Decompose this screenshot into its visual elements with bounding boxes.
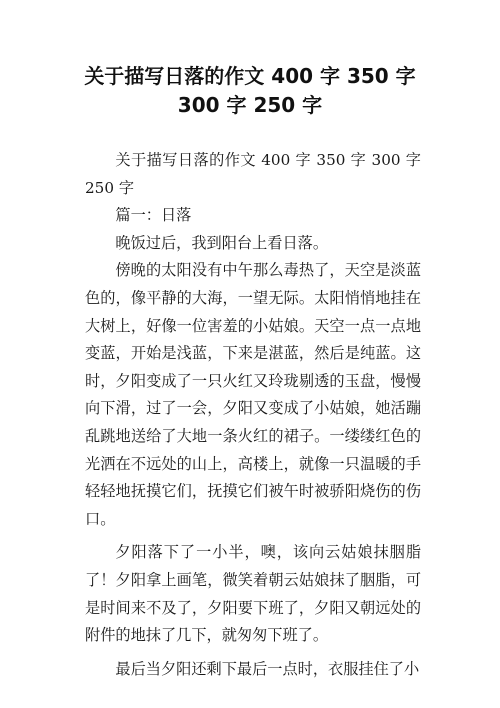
paragraph-section-heading: 篇一：日落 bbox=[115, 206, 192, 225]
document-title bbox=[40, 62, 460, 120]
title-line-1: 关于描写日落的作文 400 字 350 字 bbox=[84, 64, 416, 88]
document-body bbox=[85, 147, 421, 683]
title-line-2: 300 字 250 字 bbox=[177, 93, 323, 117]
paragraph-sunset-description: 傍晚的太阳没有中午那么毒热了，天空是淡蓝色的，像平静的大海，一望无际。太阳悄悄地挂在大树上，好像一位害羞的小姑娘。天空一点一点地变蓝，开始是浅蓝，下来是湛蓝，然后是纯蓝。这时，夕阳变成了一只火红又玲珑剔透的玉盘，慢慢向下滑，过了一会，夕阳又变成了小姑娘，她活蹦乱跳地送给了大地一条火红的裙子。一缕缕红色的光洒在不远处的山上，高楼上，就像一只温暖的手轻轻地抚摸它们，抚摸它们被午时被骄阳烧伤的伤口。 bbox=[85, 261, 421, 528]
paragraph-last: 最后当夕阳还剩下最后一点时，衣服挂住了小 bbox=[115, 659, 420, 678]
paragraph-clouds: 夕阳落下了一小半，噢，该向云姑娘抹胭脂了！夕阳拿上画笔，微笑着朝云姑娘抹了胭脂，可是时间来不及了，夕阳要下班了，夕阳又朝远处的附件的地抹了几下，就匆匆下班了。 bbox=[85, 543, 421, 645]
paragraph-intro: 晚饭过后，我到阳台上看日落。 bbox=[115, 233, 329, 252]
paragraph-subtitle: 关于描写日落的作文 400 字 350 字 300 字 250 字 bbox=[85, 151, 421, 197]
